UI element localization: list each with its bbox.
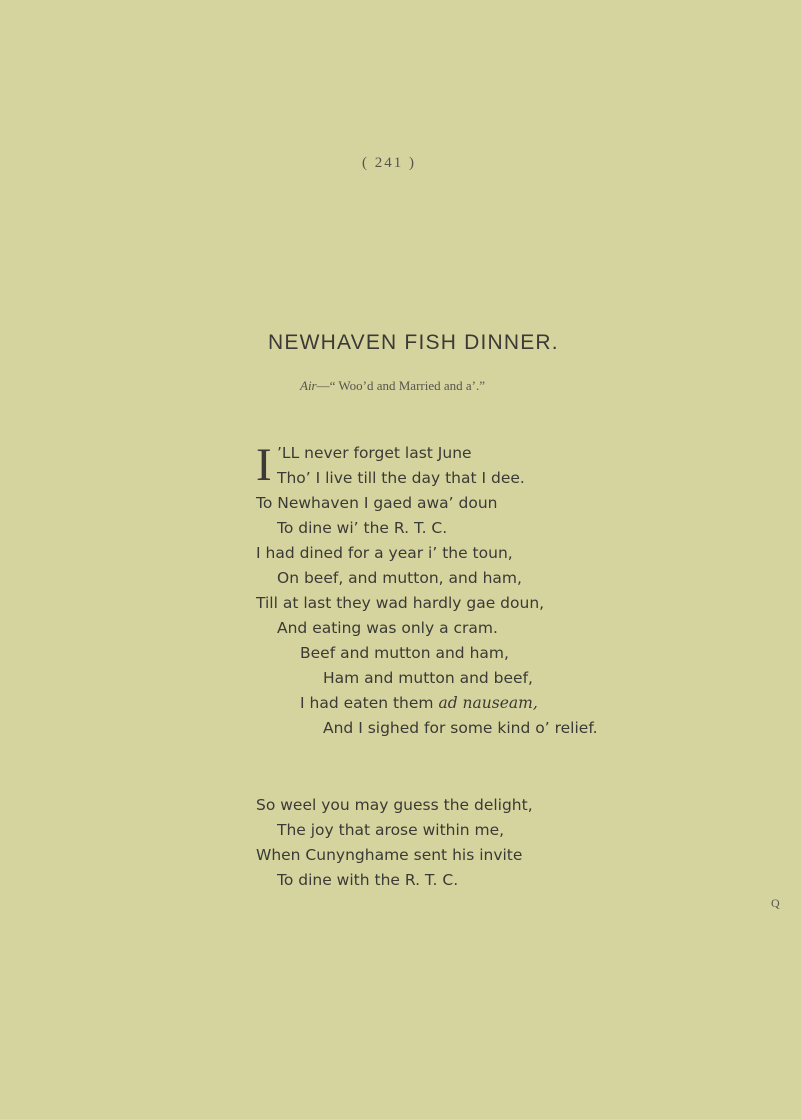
verse-line: Till at last they wad hardly gae doun, (256, 594, 545, 612)
air-text: —“ Woo’d and Married and a’.” (316, 378, 485, 393)
latin-phrase: ad nauseam, (438, 694, 538, 712)
verse-line: When Cunynghame sent his invite (256, 846, 523, 864)
air-label: Air (300, 378, 317, 393)
verse-line: Ham and mutton and beef, (323, 669, 533, 687)
verse-line: To dine with the R. T. C. (277, 871, 459, 889)
verse-line: To dine wi’ the R. T. C. (277, 519, 448, 537)
drop-cap: I (256, 439, 272, 491)
verse-line-text: I had eaten them (300, 694, 439, 712)
verse-line: The joy that arose within me, (277, 821, 505, 839)
air-subtitle (300, 378, 485, 394)
signature-mark: Q (771, 896, 780, 910)
verse-line: On beef, and mutton, and ham, (277, 569, 522, 587)
verse-line: I had dined for a year i’ the toun, (256, 544, 513, 562)
verse-line: Tho’ I live till the day that I dee. (277, 469, 525, 487)
poem-title: NEWHAVEN FISH DINNER. (268, 331, 559, 354)
verse-line: ’LL never forget last June (277, 444, 472, 462)
verse-line: So weel you may guess the delight, (256, 796, 533, 814)
verse-line: Beef and mutton and ham, (300, 644, 509, 662)
verse-line (300, 694, 538, 712)
verse-line: And eating was only a cram. (277, 619, 498, 637)
verse-line: To Newhaven I gaed awa’ doun (256, 494, 498, 512)
page-number: ( 241 ) (362, 155, 416, 171)
verse-line: And I sighed for some kind o’ relief. (323, 719, 598, 737)
